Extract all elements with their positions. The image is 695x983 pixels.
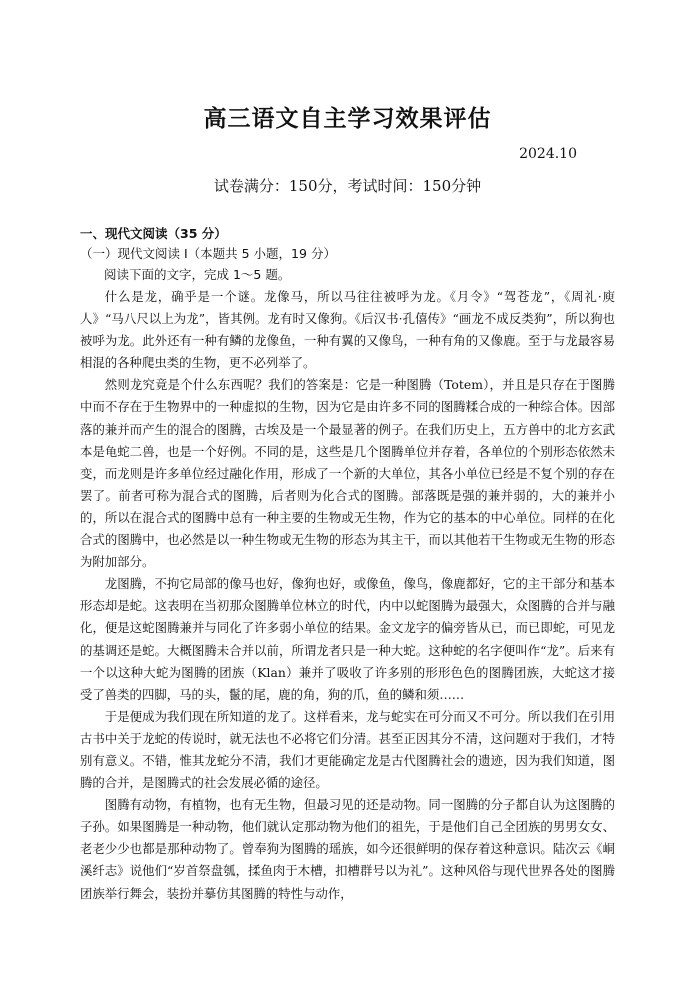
passage-paragraph: 图腾有动物，有植物，也有无生物，但最习见的还是动物。同一图腾的分子都自认为这图腾的子孙。如果图腾是一种动物，他们就认定那动物为他们的祖先，于是他们自己全团族的男男女女、老老少少也都是那种动物了。曾奉狗为图腾的瑶族，如今还很鲜明的保存着这种意识。陆次云《峒溪纤志》说他们“岁首祭盘瓠，揉鱼肉于木槽，扣槽群号以为礼”。这种风俗与现代世界各处的图腾团族举行舞会，装扮并摹仿其图腾的特性与动作， [80, 797, 615, 901]
exam-info: 试卷满分：150分，考试时间：150分钟 [213, 177, 482, 195]
page-title: 高三语文自主学习效果评估 [203, 105, 492, 132]
reading-passage [80, 286, 615, 905]
reading-instruction: 阅读下面的文字，完成 1～5 题。 [104, 267, 291, 282]
passage-paragraph: 什么是龙，确乎是一个谜。龙像马，所以马往往被呼为龙。《月令》“驾苍龙”，《周礼·庾人》“马八尺以上为龙”，皆其例。龙有时又像狗。《后汉书·孔僖传》“画龙不成反类狗”，所以狗也被呼为龙。此外还有一种有鳞的龙像鱼，一种有翼的又像鸟，一种有角的又像鹿。至于与龙最容易相混的各种爬虫类的生物，更不必列举了。 [80, 289, 615, 371]
passage-paragraph: 龙图腾，不拘它局部的像马也好，像狗也好，或像鱼，像鸟，像鹿都好，它的主干部分和基本形态却是蛇。这表明在当初那众图腾单位林立的时代，内中以蛇图腾为最强大，众图腾的合并与融化，便是这蛇图腾兼并与同化了许多弱小单位的结果。金文龙字的偏旁皆从已，而已即蛇，可见龙的基调还是蛇。大概图腾未合并以前，所谓龙者只是一种大蛇。这种蛇的名字便叫作“龙”。后来有一个以这种大蛇为图腾的团族（Klan）兼并了吸收了许多别的形形色色的图腾团族，大蛇这才接受了兽类的四脚，马的头，鬣的尾，鹿的角，狗的爪，鱼的鳞和须…… [80, 576, 615, 702]
exam-date: 2024.10 [519, 146, 577, 162]
passage-paragraph: 于是便成为我们现在所知道的龙了。这样看来，龙与蛇实在可分而又不可分。所以我们在引用古书中关于龙蛇的传说时，就无法也不必将它们分清。甚至正因其分不清，这问题对于我们，才特别有意义。不错，惟其龙蛇分不清，我们才更能确定龙是古代图腾社会的遗迹，因为我们知道，图腾的合并，是图腾式的社会发展必循的途径。 [80, 708, 615, 791]
passage-paragraph: 然则龙究竟是个什么东西呢？我们的答案是：它是一种图腾（Totem），并且是只存在于图腾中而不存在于生物界中的一种虚拟的生物，因为它是由许多不同的图腾糅合成的一种综合体。因部落的兼并而产生的混合的图腾，古埃及是一个最显著的例子。在我们历史上，五方兽中的北方玄武本是龟蛇二兽，也是一个好例。不同的是，这些是几个图腾单位并存着，各单位的个别形态依然未变，而龙则是许多单位经过融化作用，形成了一个新的大单位，其各小单位已经是不复个别的存在罢了。前者可称为混合式的图腾，后者则为化合式的图腾。部落既是强的兼并弱的，大的兼并小的，所以在混合式的图腾中总有一种主要的生物或无生物，作为它的基本的中心单位。同样的在化合式的图腾中，也必然是以一种生物或无生物的形态为其主干，而以其他若干生物或无生物的形态为附加部分。 [80, 377, 615, 570]
section-heading: 一、现代文阅读（35 分） [80, 226, 227, 241]
subsection-heading: （一）现代文阅读 I（本题共 5 小题，19 分） [80, 246, 336, 261]
content-area [80, 224, 615, 905]
